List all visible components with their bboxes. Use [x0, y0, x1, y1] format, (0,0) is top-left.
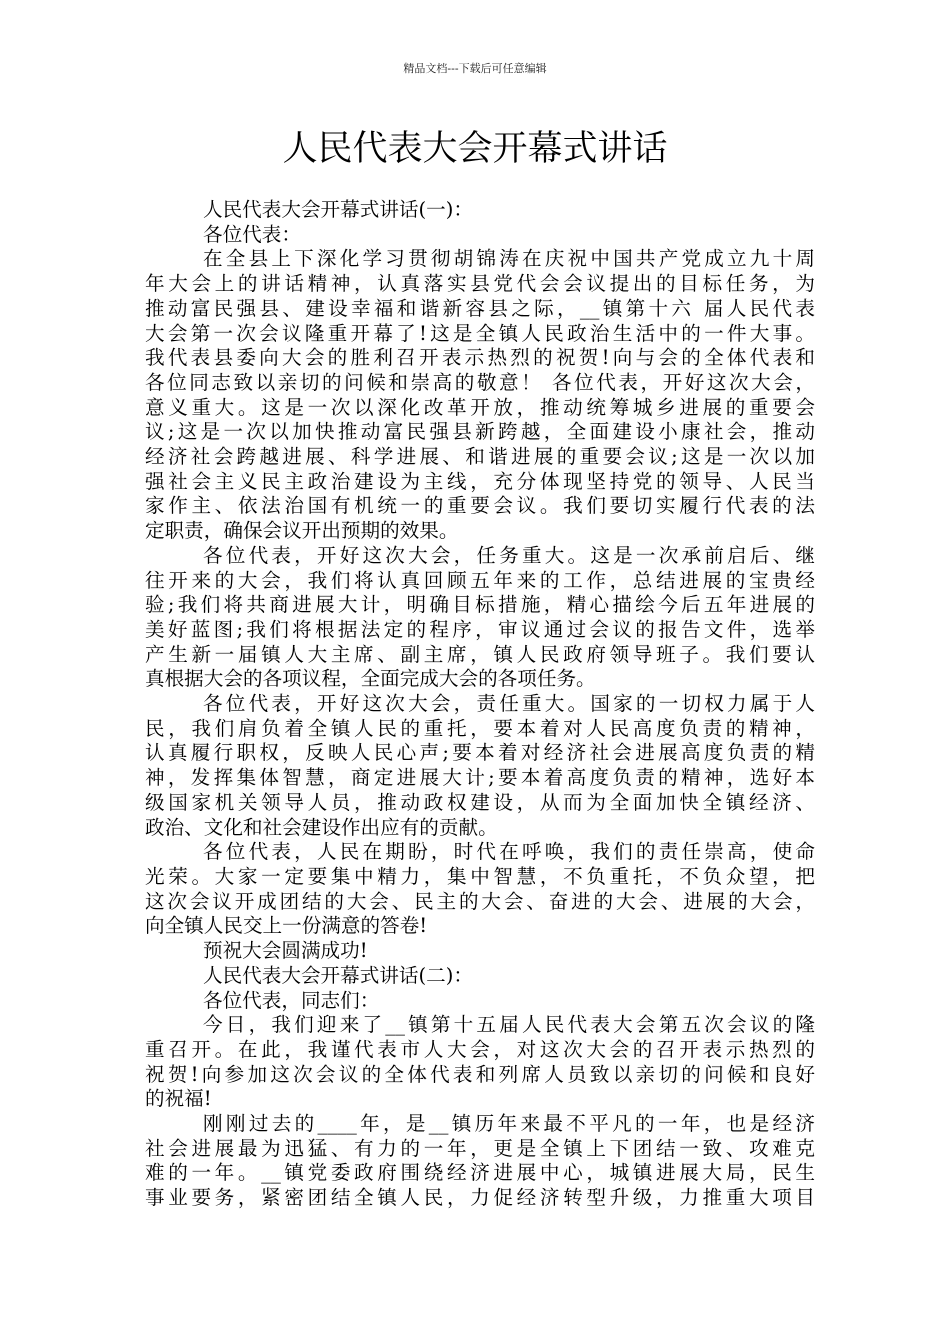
body-text-line: 重召开。在此，我谨代表市人大会，对这次大会的召开表示热烈的	[145, 1037, 815, 1061]
body-text-line: 在全县上下深化学习贯彻胡锦涛在庆祝中国共产党成立九十周	[203, 247, 815, 271]
body-text-line: 各位同志致以亲切的问候和崇高的敬意！ 各位代表，开好这次大会，	[145, 370, 815, 394]
body-text-line: 光荣。大家一定要集中精力，集中智慧，不负重托，不负众望，把	[145, 864, 815, 888]
body-text-line: 人民代表大会开幕式讲话(二)：	[203, 963, 474, 987]
body-text-line: 我代表县委向大会的胜利召开表示热烈的祝贺!向与会的全体代表和	[145, 346, 815, 370]
body-text-line: 产生新一届镇人大主席、副主席，镇人民政府领导班子。我们要认	[145, 642, 815, 666]
body-text-line: 年大会上的讲话精神，认真落实县党代会会议提出的目标任务，为	[145, 272, 815, 296]
page-header-note: 精品文档---下载后可任意编辑	[403, 62, 547, 75]
body-text-line: 强社会主义民主政治建设为主线，充分体现坚持党的领导、人民当	[145, 469, 815, 493]
body-text-line: 神，发挥集体智慧，商定进展大计;要本着高度负责的精神，选好本	[145, 766, 815, 790]
body-text-line: 这次会议开成团结的大会、民主的大会、奋进的大会、进展的大会，	[145, 889, 815, 913]
body-text-line: 民，我们肩负着全镇人民的重托，要本着对人民高度负责的精神，	[145, 716, 815, 740]
body-text-line: 政治、文化和社会建设作出应有的贡献。	[145, 815, 498, 839]
body-text-line: 各位代表：	[203, 222, 301, 246]
document-title: 人民代表大会开幕式讲话	[282, 129, 668, 169]
body-text-line: 人民代表大会开幕式讲话(一)：	[203, 198, 474, 221]
body-text-line: 事业要务，紧密团结全镇人民，力促经济转型升级，力推重大项目	[145, 1186, 815, 1210]
body-text-line: 各位代表，人民在期盼，时代在呼唤，我们的责任崇高，使命	[203, 840, 815, 864]
body-text-line: 各位代表，开好这次大会，责任重大。国家的一切权力属于人	[203, 692, 815, 716]
body-text-line: 的祝福!	[145, 1087, 212, 1111]
body-text-line: 祝贺!向参加这次会议的全体代表和列席人员致以亲切的问候和良好	[145, 1062, 815, 1086]
body-text-line: 级国家机关领导人员，推动政权建设，从而为全面加快全镇经济、	[145, 790, 815, 814]
document-body	[145, 198, 815, 1211]
body-text-line: 今日，我们迎来了__镇第十五届人民代表大会第五次会议的隆	[203, 1013, 815, 1037]
body-text-line: 难的一年。__镇党委政府围绕经济进展中心，城镇进展大局，民生	[145, 1161, 815, 1185]
body-text-line: 意义重大。这是一次以深化改革开放，推动统筹城乡进展的重要会	[145, 395, 815, 419]
body-text-line: 往开来的大会，我们将认真回顾五年来的工作，总结进展的宝贵经	[145, 568, 815, 592]
body-text-line: 美好蓝图;我们将根据法定的程序，审议通过会议的报告文件，选举	[145, 617, 815, 641]
body-text-line: 推动富民强县、建设幸福和谐新容县之际，__镇第十六 届人民代表	[145, 296, 815, 320]
body-text-line: 刚刚过去的____年，是__镇历年来最不平凡的一年，也是经济	[203, 1112, 815, 1136]
body-text-line: 社会进展最为迅猛、有力的一年，更是全镇上下团结一致、攻难克	[145, 1136, 815, 1160]
body-text-line: 定职责，确保会议开出预期的效果。	[145, 519, 459, 543]
body-text-line: 预祝大会圆满成功!	[203, 939, 368, 963]
body-text-line: 真根据大会的各项议程，全面完成大会的各项任务。	[145, 667, 596, 691]
body-text-line: 经济社会跨越进展、科学进展、和谐进展的重要会议;这是一次以加	[145, 445, 815, 469]
body-text-line: 向全镇人民交上一份满意的答卷!	[145, 914, 428, 938]
body-text-line: 大会第一次会议隆重开幕了!这是全镇人民政治生活中的一件大事。	[145, 321, 815, 345]
body-text-line: 各位代表，开好这次大会，任务重大。这是一次承前启后、继	[203, 543, 815, 567]
body-text-line: 验;我们将共商进展大计，明确目标措施，精心描绘今后五年进展的	[145, 593, 815, 617]
body-text-line: 认真履行职权，反映人民心声;要本着对经济社会进展高度负责的精	[145, 741, 815, 765]
body-text-line: 各位代表，同志们：	[203, 988, 380, 1012]
body-text-line: 家作主、依法治国有机统一的重要会议。我们要切实履行代表的法	[145, 494, 815, 518]
body-text-line: 议;这是一次以加快推动富民强县新跨越，全面建设小康社会，推动	[145, 420, 815, 444]
